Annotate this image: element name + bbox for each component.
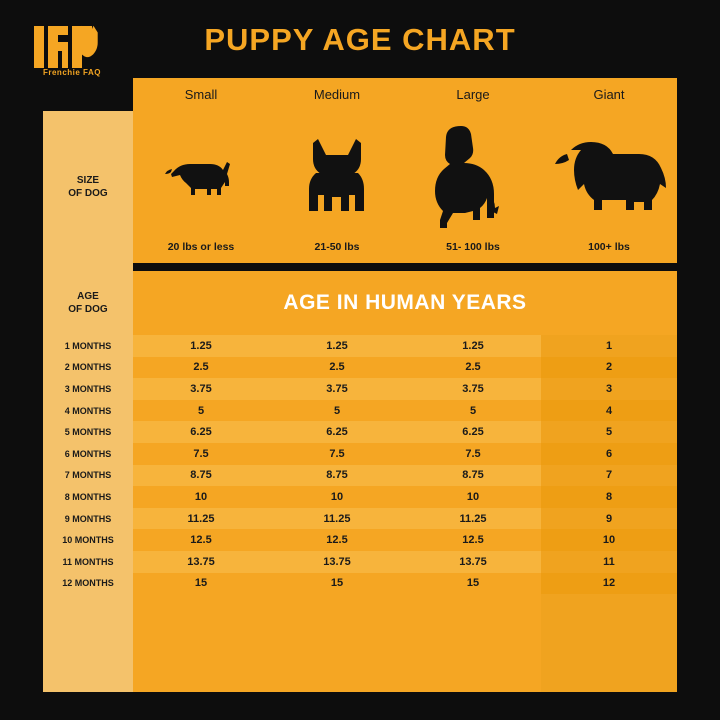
cell-small: 6.25 xyxy=(133,421,269,443)
cell-small: 13.75 xyxy=(133,551,269,573)
cell-medium: 1.25 xyxy=(269,335,405,357)
row-label-month: 3 MONTHS xyxy=(43,378,133,400)
row-label-month: 2 MONTHS xyxy=(43,357,133,379)
table-row xyxy=(43,573,677,595)
cell-large: 5 xyxy=(405,400,541,422)
size-cell-small xyxy=(133,111,269,263)
separator-label-strip xyxy=(43,263,133,271)
cell-small: 10 xyxy=(133,486,269,508)
weight-medium: 21-50 lbs xyxy=(314,241,360,253)
cell-giant: 4 xyxy=(541,400,677,422)
cell-large: 6.25 xyxy=(405,421,541,443)
cell-large: 12.5 xyxy=(405,529,541,551)
cell-giant: 9 xyxy=(541,508,677,530)
column-header-medium: Medium xyxy=(313,87,361,102)
table-row xyxy=(43,400,677,422)
giant-dog-icon xyxy=(549,111,669,241)
cell-small: 5 xyxy=(133,400,269,422)
row-label-month: 4 MONTHS xyxy=(43,400,133,422)
table-footer-filler xyxy=(43,594,677,692)
table-row xyxy=(43,529,677,551)
cell-giant: 11 xyxy=(541,551,677,573)
data-rows-container xyxy=(43,335,677,594)
row-label-month: 5 MONTHS xyxy=(43,421,133,443)
age-label-line2: OF DOG xyxy=(68,304,108,315)
weight-small: 20 lbs or less xyxy=(167,241,235,253)
table-row xyxy=(43,508,677,530)
size-cell-large xyxy=(405,111,541,263)
cell-medium: 15 xyxy=(269,573,405,595)
cell-medium: 2.5 xyxy=(269,357,405,379)
footer-fill-giant xyxy=(541,594,677,692)
row-label-month: 7 MONTHS xyxy=(43,465,133,487)
size-label-line1: SIZE xyxy=(76,174,100,186)
footer-fill-small xyxy=(133,594,269,692)
cell-medium: 7.5 xyxy=(269,443,405,465)
cell-medium: 13.75 xyxy=(269,551,405,573)
cell-large: 7.5 xyxy=(405,443,541,465)
size-of-dog-row xyxy=(43,111,677,263)
cell-small: 2.5 xyxy=(133,357,269,379)
table-row xyxy=(43,443,677,465)
cell-medium: 8.75 xyxy=(269,465,405,487)
row-label-month: 10 MONTHS xyxy=(43,529,133,551)
row-label-month: 1 MONTHS xyxy=(43,335,133,357)
cell-large: 15 xyxy=(405,573,541,595)
chart-table xyxy=(43,78,677,658)
cell-small: 12.5 xyxy=(133,529,269,551)
cell-giant: 5 xyxy=(541,421,677,443)
cell-medium: 12.5 xyxy=(269,529,405,551)
cell-large: 11.25 xyxy=(405,508,541,530)
cell-medium: 11.25 xyxy=(269,508,405,530)
footer-fill-medium xyxy=(269,594,405,692)
footer-label-strip xyxy=(43,594,133,692)
cell-medium: 6.25 xyxy=(269,421,405,443)
header-corner-spacer xyxy=(43,78,133,111)
table-row xyxy=(43,357,677,379)
column-header-large: Large xyxy=(456,87,490,102)
page-title: PUPPY AGE CHART xyxy=(204,22,516,57)
size-cell-medium xyxy=(269,111,405,263)
table-row xyxy=(43,486,677,508)
cell-giant: 10 xyxy=(541,529,677,551)
cell-small: 7.5 xyxy=(133,443,269,465)
weight-giant: 100+ lbs xyxy=(588,241,630,253)
row-label-age-of-dog xyxy=(43,271,133,335)
cell-giant: 2 xyxy=(541,357,677,379)
cell-giant: 8 xyxy=(541,486,677,508)
table-row xyxy=(43,421,677,443)
cell-small: 15 xyxy=(133,573,269,595)
cell-giant: 1 xyxy=(541,335,677,357)
cell-large: 2.5 xyxy=(405,357,541,379)
cell-medium: 10 xyxy=(269,486,405,508)
cell-large: 3.75 xyxy=(405,378,541,400)
cell-large: 8.75 xyxy=(405,465,541,487)
size-cell-giant xyxy=(541,111,677,263)
cell-medium: 5 xyxy=(269,400,405,422)
size-label-line2: OF DOG xyxy=(68,188,108,199)
cell-small: 3.75 xyxy=(133,378,269,400)
row-label-month: 12 MONTHS xyxy=(43,573,133,595)
cell-large: 13.75 xyxy=(405,551,541,573)
row-label-month: 8 MONTHS xyxy=(43,486,133,508)
cell-small: 8.75 xyxy=(133,465,269,487)
cell-large: 10 xyxy=(405,486,541,508)
section-title: AGE IN HUMAN YEARS xyxy=(133,271,677,335)
row-label-month: 11 MONTHS xyxy=(43,551,133,573)
cell-giant: 6 xyxy=(541,443,677,465)
french-bulldog-icon xyxy=(294,111,380,241)
table-row xyxy=(43,378,677,400)
size-header-row xyxy=(43,78,677,111)
cell-giant: 7 xyxy=(541,465,677,487)
cell-giant: 3 xyxy=(541,378,677,400)
row-label-month: 6 MONTHS xyxy=(43,443,133,465)
cell-small: 11.25 xyxy=(133,508,269,530)
band-separator xyxy=(43,263,677,271)
greyhound-icon xyxy=(425,111,521,241)
table-row xyxy=(43,465,677,487)
column-header-small: Small xyxy=(184,87,218,102)
brand-name: Frenchie FAQ xyxy=(42,68,101,77)
cell-small: 1.25 xyxy=(133,335,269,357)
footer-fill-large xyxy=(405,594,541,692)
age-label-line1: AGE xyxy=(77,290,99,302)
column-header-giant: Giant xyxy=(593,87,625,102)
age-in-human-years-row xyxy=(43,271,677,335)
table-row xyxy=(43,551,677,573)
cell-medium: 3.75 xyxy=(269,378,405,400)
small-dog-icon xyxy=(164,111,238,241)
row-label-size-of-dog xyxy=(43,111,133,263)
cell-giant: 12 xyxy=(541,573,677,595)
row-label-month: 9 MONTHS xyxy=(43,508,133,530)
table-row xyxy=(43,335,677,357)
weight-large: 51- 100 lbs xyxy=(446,241,500,253)
cell-large: 1.25 xyxy=(405,335,541,357)
